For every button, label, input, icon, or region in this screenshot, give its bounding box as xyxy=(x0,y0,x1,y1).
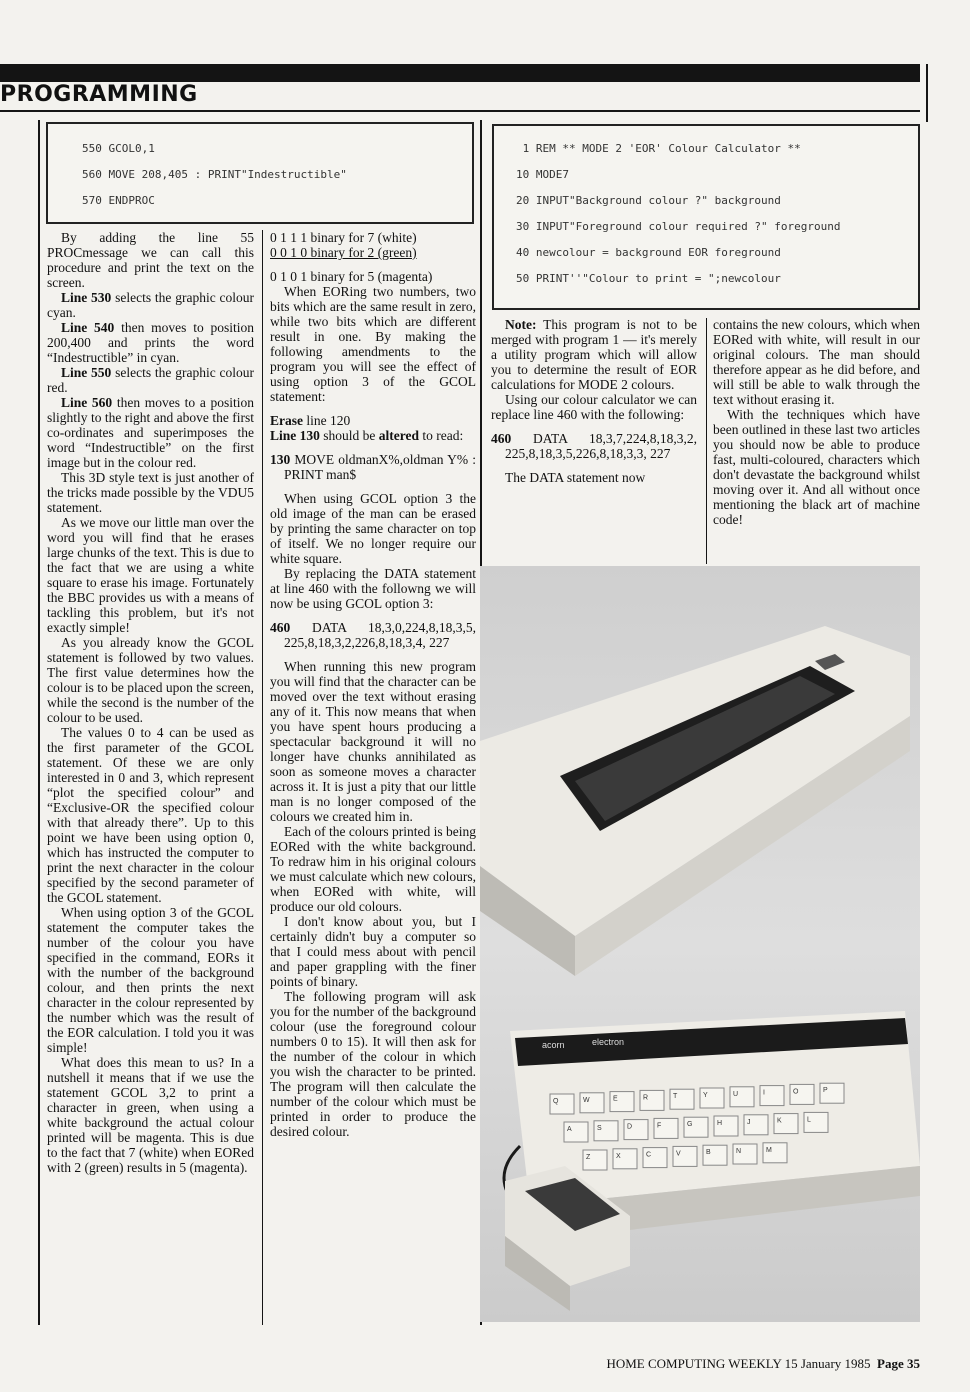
code-line: 10 MODE7 xyxy=(516,168,569,181)
paragraph: What does this mean to us? In a nutshell it means that if we use the statement GCOL 3,2 to print a character in green, when using a white background the actual colour printed will be magenta. This is due to the fact that 7 (white) when EORed with 2 (green) results in 5 (magenta). xyxy=(47,1055,254,1175)
code-line: 1 REM ** MODE 2 'EOR' Colour Calculator ** xyxy=(516,142,801,155)
paragraph-text: This program is not to be merged with program 1 — it's merely a utility program which will allow you to determine the result of EOR calculations for MODE 2 colours. xyxy=(491,317,697,392)
key-label: G xyxy=(687,1121,693,1129)
key-label: N xyxy=(736,1148,742,1155)
paragraph: When EORing two numbers, two bits which are the same result in zero, while two bits which are different result in one. By making the following amendments to the program you will see the effect of using option 3 of the GCOL statement: xyxy=(270,284,476,404)
code-line: 40 newcolour = background EOR foreground xyxy=(516,246,781,259)
paragraph: Each of the colours printed is being EORed with the white background. To redraw him in his original colours we must calculate which new colours, when EORed with white, will produce our old colours. xyxy=(270,824,476,914)
bold-label: 460 xyxy=(491,431,512,446)
paragraph-text: line 120 xyxy=(303,413,351,428)
binary-line: 0 1 1 1 binary for 7 (white) xyxy=(270,230,417,245)
paragraph: With the techniques which have been outlined in these last two articles you should now be able to produce fast, multi-coloured, characters which don't devastate the background whilst moving over it. And all without once mentioning the black art of machine code! xyxy=(713,407,920,527)
paragraph: By adding the line 55 PROCmessage we can call this procedure and print the text on the screen. xyxy=(47,230,254,290)
magazine-name: HOME COMPUTING WEEKLY 15 January 1985 xyxy=(606,1356,871,1371)
paragraph: The DATA statement now xyxy=(505,470,646,485)
paragraph: By replacing the DATA statement at line 460 with the followng we will now be using GCOL option 3: xyxy=(270,566,476,611)
column-rule-left xyxy=(38,120,40,1325)
key-label: D xyxy=(627,1123,633,1131)
paragraph: This 3D style text is just another of the tricks made possible by the VDU5 statement. xyxy=(47,470,254,515)
bold-label: 460 xyxy=(270,620,291,635)
code-statement xyxy=(491,431,697,461)
page-number: Page 35 xyxy=(877,1356,920,1371)
paragraph: As we move our little man over the word you will find that he erases large chunks of the text. This is due to the fact that we are using a white square to erase his image. Fortunately the BBC provides us with a means of tackling this problem, but it's not exactly simple! xyxy=(47,515,254,635)
key-label: R xyxy=(643,1094,649,1102)
bold-label: altered xyxy=(378,428,420,443)
code-statement xyxy=(270,620,476,650)
key-label: P xyxy=(823,1087,828,1095)
key-label: M xyxy=(766,1146,772,1154)
key-label: L xyxy=(807,1116,811,1124)
paragraph-text: DATA 18,3,0,224,8,18,3,5, 225,8,18,3,2,226,8,18,3,4, 227 xyxy=(284,620,476,650)
code-line: 20 INPUT"Background colour ?" background xyxy=(516,194,781,207)
key-label: C xyxy=(646,1151,652,1159)
key-label: J xyxy=(747,1118,751,1126)
code-line: 550 GCOL0,1 xyxy=(82,142,155,155)
key-label: X xyxy=(616,1152,621,1160)
paragraph: The values 0 to 4 can be used as the first parameter of the GCOL statement. Of these we are only interested in 0 and 3, which represent “plot the specified colour” and “Exclusive-OR the specified colour with that already there”. Up to this point we have been using option 0, which has instructed the computer to print the next character in the colour specified by the second parameter of the GCOL statement. xyxy=(47,725,254,905)
line-label: Line 540 xyxy=(61,320,115,335)
code-line: 30 INPUT"Foreground colour required ?" foreground xyxy=(516,220,841,233)
computers-illustration xyxy=(480,566,920,1322)
key-label: U xyxy=(733,1090,739,1098)
paragraph: When using option 3 of the GCOL statement the computer takes the number of the colour you have specified in the command, EORs it with the number of the background colour, and then prints the next character in the colour represented by the number which was the result of the EOR calculation. I told you it was simple! xyxy=(47,905,254,1055)
column-rule xyxy=(706,318,707,564)
paragraph xyxy=(47,395,254,470)
paragraph-text: to read: xyxy=(419,428,464,443)
bold-label: 130 xyxy=(270,452,291,467)
paragraph-text: then moves to position 200,400 and prints the word “Indestructible” in cyan. xyxy=(47,320,254,365)
right-edge-rule xyxy=(926,64,928,122)
paragraph-text: DATA 18,3,7,224,8,18,3,2, 225,8,18,3,5,226,8,18,3,3, 227 xyxy=(505,431,697,461)
electron-brand-right: electron xyxy=(592,1037,625,1047)
paragraph-text: then moves to a position slightly to the right and above the first co-ordinates and superimposes the word “Indestructible” on the first image but in the colour red. xyxy=(47,395,254,470)
key-label: H xyxy=(717,1120,723,1127)
code-listing-right xyxy=(492,124,920,310)
paragraph xyxy=(47,320,254,365)
paragraph xyxy=(47,365,254,395)
paragraph: When running this new program you will find that the character can be moved over the text without erasing any of it. This now means that when you have spent hours producing a spectacular background it will no longer have chunks annihilated as soon as someone moves a character across it. It is just a pity that our little man is no longer composed of the colours we created him in. xyxy=(270,659,476,824)
key-label: E xyxy=(613,1095,618,1103)
key-label: T xyxy=(673,1093,678,1101)
binary-line: 0 0 1 0 binary for 2 (green) xyxy=(270,245,417,260)
article-column-2 xyxy=(270,230,476,1139)
bold-label: Note: xyxy=(505,317,537,332)
key-label: S xyxy=(597,1124,602,1132)
key-label: I xyxy=(763,1089,765,1097)
key-label: A xyxy=(567,1126,572,1133)
electron-brand-left: acorn xyxy=(542,1040,565,1050)
key-label: Z xyxy=(586,1154,591,1161)
column-rule xyxy=(262,230,263,1325)
code-statement xyxy=(270,452,476,482)
paragraph: When using GCOL option 3 the old image of the man can be erased by printing the same character on top of itself. We no longer require our white square. xyxy=(270,491,476,566)
paragraph-text: MOVE oldmanX%,oldman Y% : PRINT man$ xyxy=(284,452,476,482)
key-label: Y xyxy=(703,1092,708,1099)
paragraph: As you already know the GCOL statement is followed by two values. The first value determines how the colour is to be placed upon the screen, while the second is the number of the colour to be used. xyxy=(47,635,254,725)
paragraph: I don't know about you, but I certainly didn't buy a computer so that I could mess about with pencil and paper grappling with the finer points of binary. xyxy=(270,914,476,989)
paragraph-text: selects the graphic colour red. xyxy=(47,365,254,395)
paragraph xyxy=(270,413,476,428)
code-line: 50 PRINT''"Colour to print = ";newcolour xyxy=(516,272,781,285)
code-line: 570 ENDPROC xyxy=(82,194,155,207)
code-line: 560 MOVE 208,405 : PRINT"Indestructible" xyxy=(82,168,347,181)
page-footer xyxy=(560,1356,920,1372)
article-column-3 xyxy=(491,317,697,485)
line-label: Line 550 xyxy=(61,365,112,380)
paragraph-text: should be xyxy=(319,428,379,443)
key-label: K xyxy=(777,1117,782,1125)
binary-line: 0 1 0 1 binary for 5 (magenta) xyxy=(270,269,433,284)
key-label: B xyxy=(706,1149,711,1157)
section-title: PROGRAMMING xyxy=(0,82,198,107)
paragraph: Using our colour calculator we can replace line 460 with the following: xyxy=(491,392,697,422)
header-bar xyxy=(0,64,920,82)
paragraph xyxy=(47,290,254,320)
line-label: Line 560 xyxy=(61,395,113,410)
paragraph xyxy=(270,428,476,443)
paragraph: contains the new colours, which when EORed with white, will result in our original colours. The man should therefore appear as he did before, and will still be able to walk through the text without erasing it. xyxy=(713,317,920,407)
paragraph xyxy=(491,317,697,392)
key-label: V xyxy=(676,1150,681,1158)
bold-label: Line 130 xyxy=(270,428,320,443)
key-label: Q xyxy=(553,1098,559,1105)
key-label: O xyxy=(793,1088,799,1096)
paragraph: The following program will ask you for the number of the background colour (use the foreground colour numbers 0 to 15). It will then ask for the number of the colour in which you wish the character to be printed. The program will then calculate the number of the colour which must be printed in order to produce the desired colour. xyxy=(270,989,476,1139)
line-label: Line 530 xyxy=(61,290,112,305)
key-label: W xyxy=(583,1096,590,1104)
bold-label: Erase xyxy=(270,413,303,428)
article-column-4 xyxy=(713,317,920,527)
article-column-1 xyxy=(47,230,254,1175)
key-label: F xyxy=(657,1122,662,1130)
computer-photo xyxy=(480,566,920,1322)
header-rule xyxy=(0,110,920,112)
code-listing-left xyxy=(46,122,474,224)
paragraph-text: selects the graphic colour cyan. xyxy=(47,290,254,320)
